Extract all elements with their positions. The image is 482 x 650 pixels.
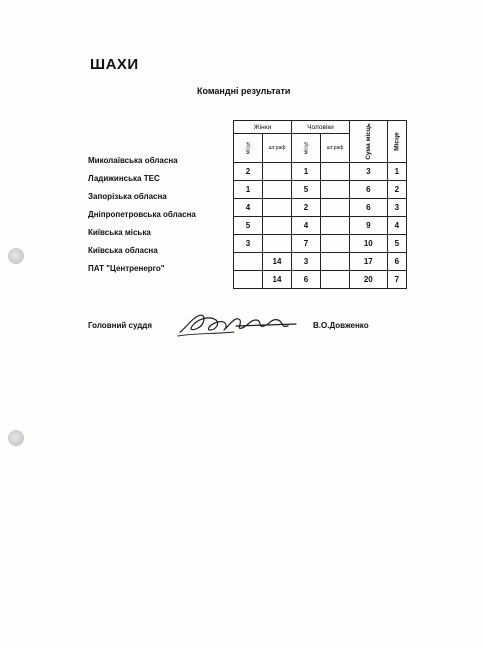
women-place-cell (234, 271, 263, 289)
table-row (234, 163, 407, 181)
sum-cell: 6 (350, 199, 388, 217)
team-name: Київська міська (88, 228, 151, 237)
team-name: Дніпропетровська обласна (88, 210, 196, 219)
men-penalty-cell (321, 181, 350, 199)
women-penalty-cell (263, 181, 292, 199)
table-row (234, 253, 407, 271)
chief-judge-label: Головний суддя (88, 321, 153, 330)
women-penalty-cell: 14 (263, 271, 292, 289)
women-penalty-cell (263, 199, 292, 217)
women-place-cell (234, 253, 263, 271)
sum-cell: 9 (350, 217, 388, 235)
table-row (234, 235, 407, 253)
table-row (234, 181, 407, 199)
men-group-header: Чоловіки (292, 121, 350, 134)
men-place-header: місце (292, 134, 321, 163)
sum-header: Сума місць (350, 121, 388, 163)
men-place-cell: 1 (292, 163, 321, 181)
signature-image (176, 306, 302, 342)
results-table (233, 120, 407, 289)
table-row (234, 271, 407, 289)
chief-judge-name: В.О.Довженко (313, 321, 369, 330)
women-penalty-cell (263, 235, 292, 253)
table-header-row (234, 121, 407, 134)
women-group-header: Жінки (234, 121, 292, 134)
men-penalty-cell (321, 253, 350, 271)
men-penalty-cell (321, 199, 350, 217)
place-cell: 5 (387, 235, 406, 253)
place-cell: 6 (387, 253, 406, 271)
team-name: Київська обласна (88, 246, 158, 255)
place-cell: 7 (387, 271, 406, 289)
men-penalty-cell (321, 163, 350, 181)
punch-hole (8, 430, 24, 446)
place-cell: 4 (387, 217, 406, 235)
page-title: ШАХИ (90, 56, 139, 73)
women-place-header: місце (234, 134, 263, 163)
women-place-cell: 5 (234, 217, 263, 235)
sum-cell: 17 (350, 253, 388, 271)
women-penalty-cell (263, 217, 292, 235)
men-penalty-cell (321, 235, 350, 253)
page-subtitle: Командні результати (197, 86, 291, 96)
women-place-cell: 4 (234, 199, 263, 217)
men-place-cell: 5 (292, 181, 321, 199)
place-cell: 1 (387, 163, 406, 181)
table-row (234, 217, 407, 235)
women-penalty-cell (263, 163, 292, 181)
team-name: ПАТ "Центренерго" (88, 264, 165, 273)
place-cell: 2 (387, 181, 406, 199)
men-place-cell: 6 (292, 271, 321, 289)
women-place-cell: 2 (234, 163, 263, 181)
sum-cell: 20 (350, 271, 388, 289)
men-place-cell: 4 (292, 217, 321, 235)
place-cell: 3 (387, 199, 406, 217)
women-penalty-cell: 14 (263, 253, 292, 271)
sum-cell: 10 (350, 235, 388, 253)
men-place-cell: 2 (292, 199, 321, 217)
men-penalty-cell (321, 217, 350, 235)
women-place-cell: 1 (234, 181, 263, 199)
team-name: Миколаївська обласна (88, 156, 178, 165)
punch-hole (8, 248, 24, 264)
table-row (234, 199, 407, 217)
women-place-cell: 3 (234, 235, 263, 253)
team-name: Ладижинська ТЕС (88, 174, 160, 183)
women-penalty-header: шт.раф (263, 134, 292, 163)
sum-cell: 3 (350, 163, 388, 181)
team-name: Запорізька обласна (88, 192, 167, 201)
sum-cell: 6 (350, 181, 388, 199)
men-place-cell: 7 (292, 235, 321, 253)
place-header: Місце (387, 121, 406, 163)
men-penalty-header: шт.раф (321, 134, 350, 163)
men-place-cell: 3 (292, 253, 321, 271)
men-penalty-cell (321, 271, 350, 289)
